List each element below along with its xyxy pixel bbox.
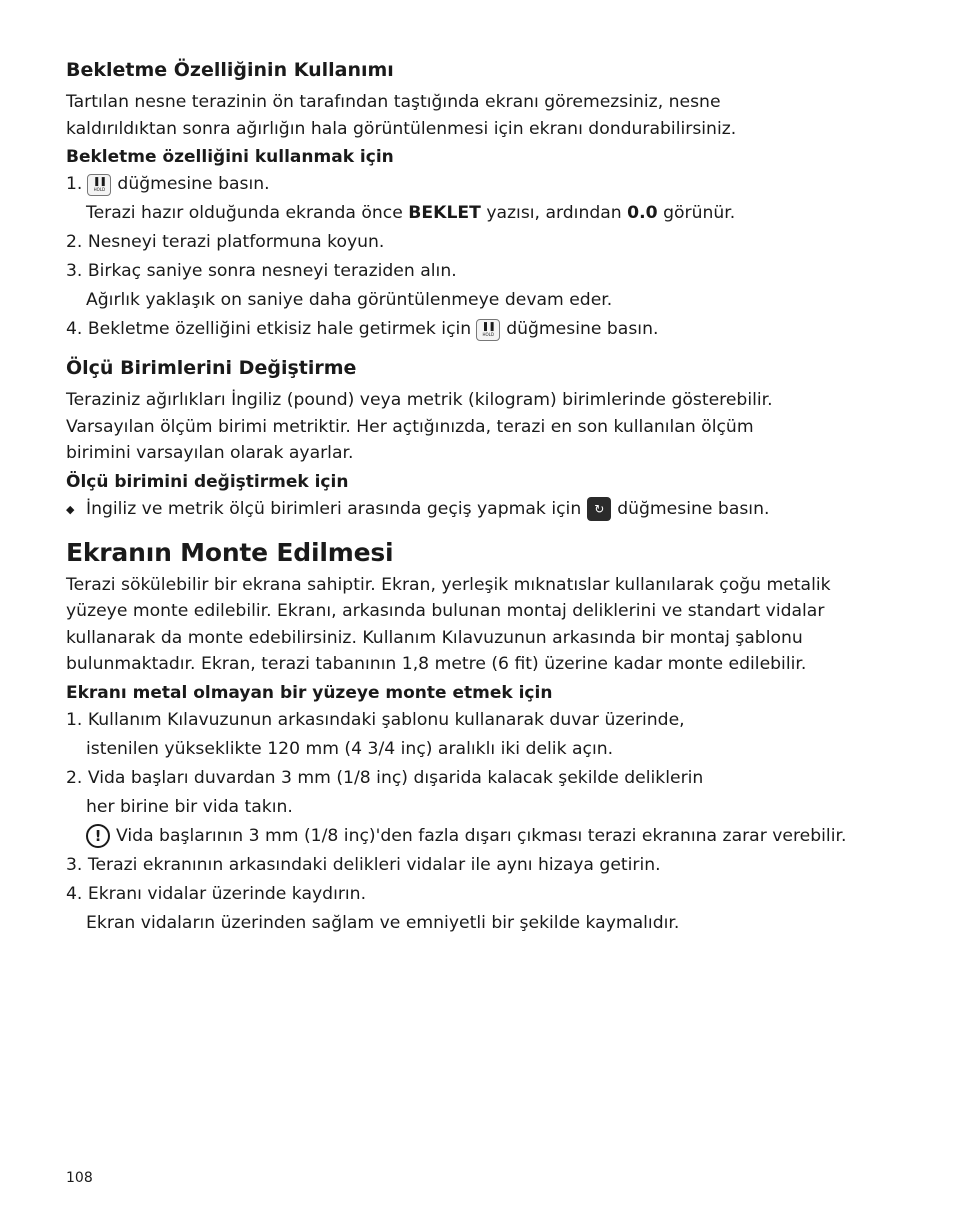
hold-step-1 — [66, 170, 896, 199]
mount-line-3: kullanarak da monte edebilirsiniz. Kullanım Kılavuzunun arkasında bir montaj şablonu — [66, 627, 803, 648]
section-title-units: Ölçü Birimlerini Değiştirme — [66, 357, 357, 379]
hold-step-2: 2. Nesneyi terazi platformuna koyun. — [66, 232, 385, 252]
hold-subheading: Bekletme özelliğini kullanmak için — [66, 147, 394, 167]
units-line-3: birimini varsayılan olarak ayarlar. — [66, 443, 354, 463]
mount-line-2: yüzeye monte edilebilir. Ekranı, arkasında bulunan montaj deliklerini ve standart vidalar — [66, 601, 825, 621]
mount-warning: ! Vida başlarının 3 mm (1/8 inç)'den fazla dışarı çıkması terazi ekranına zarar verebilir. — [66, 822, 896, 851]
hold-button-icon: ❚❚ HOLD — [87, 174, 111, 196]
hold-button-icon: ❚❚ HOLD — [476, 319, 500, 341]
mount-step-4-note: Ekran vidaların üzerinden sağlam ve emniyetli bir şekilde kaymalıdır. — [86, 912, 680, 933]
mount-line-1: Terazi sökülebilir bir ekrana sahiptir. Ekran, yerleşik mıknatıslar kullanılarak çoğu metalik — [66, 574, 831, 595]
diamond-bullet-icon: ◆ — [66, 502, 75, 516]
hold-intro-line-2: kaldırıldıktan sonra ağırlığın hala görüntülenmesi için ekranı dondurabilirsiniz. — [66, 118, 737, 139]
hold-step-1-note: Terazi hazır olduğunda ekranda önce BEKLET yazısı, ardından 0.0 görünür. — [86, 203, 736, 223]
step-text: düğmesine basın. — [117, 174, 270, 194]
units-line-1: Teraziniz ağırlıkları İngiliz (pound) veya metrik (kilogram) birimlerinde gösterebilir. — [66, 390, 773, 410]
page-number: 108 — [66, 1170, 93, 1186]
mount-step-3: 3. Terazi ekranının arkasındaki delikleri vidalar ile aynı hizaya getirin. — [66, 854, 661, 875]
warning-icon: ! — [86, 824, 110, 848]
hold-step-4: 4. Bekletme özelliğini etkisiz hale getirmek için ❚❚ HOLD düğmesine basın. — [66, 319, 659, 339]
mount-step-2: 2. Vida başları duvardan 3 mm (1/8 inç) dışarida kalacak şekilde deliklerin — [66, 767, 704, 788]
step-number: 1. — [66, 174, 83, 194]
section-title-hold: Bekletme Özelliğinin Kullanımı — [66, 59, 394, 81]
mount-step-1: 1. Kullanım Kılavuzunun arkasındaki şablonu kullanarak duvar üzerinde, — [66, 709, 685, 730]
mount-step-2-cont: her birine bir vida takın. — [86, 796, 293, 817]
mount-line-4: bulunmaktadır. Ekran, terazi tabanının 1,8 metre (6 fit) üzerine kadar monte edilebilir. — [66, 654, 807, 674]
units-bullet: ◆ İngiliz ve metrik ölçü birimleri arasında geçiş yapmak için ↻ düğmesine basın. — [66, 495, 896, 524]
hold-step-3: 3. Birkaç saniye sonra nesneyi teraziden alın. — [66, 261, 457, 281]
units-line-2: Varsayılan ölçüm birimi metriktir. Her açtığınızda, terazi en son kullanılan ölçüm — [66, 416, 754, 437]
hold-intro-line-1: Tartılan nesne terazinin ön tarafından taştığında ekranı göremezsiniz, nesne — [66, 92, 721, 112]
mount-subheading: Ekranı metal olmayan bir yüzeye monte etmek için — [66, 682, 553, 703]
page-content — [66, 58, 896, 938]
section-title-mount: Ekranın Monte Edilmesi — [66, 537, 394, 567]
mount-step-4: 4. Ekranı vidalar üzerinde kaydırın. — [66, 883, 367, 904]
units-subheading: Ölçü birimini değiştirmek için — [66, 471, 349, 492]
mount-step-1-cont: istenilen yükseklikte 120 mm (4 3/4 inç) aralıklı iki delik açın. — [86, 738, 614, 759]
hold-step-3-note: Ağırlık yaklaşık on saniye daha görüntülenmeye devam eder. — [86, 290, 613, 310]
unit-switch-icon: ↻ — [587, 497, 611, 521]
